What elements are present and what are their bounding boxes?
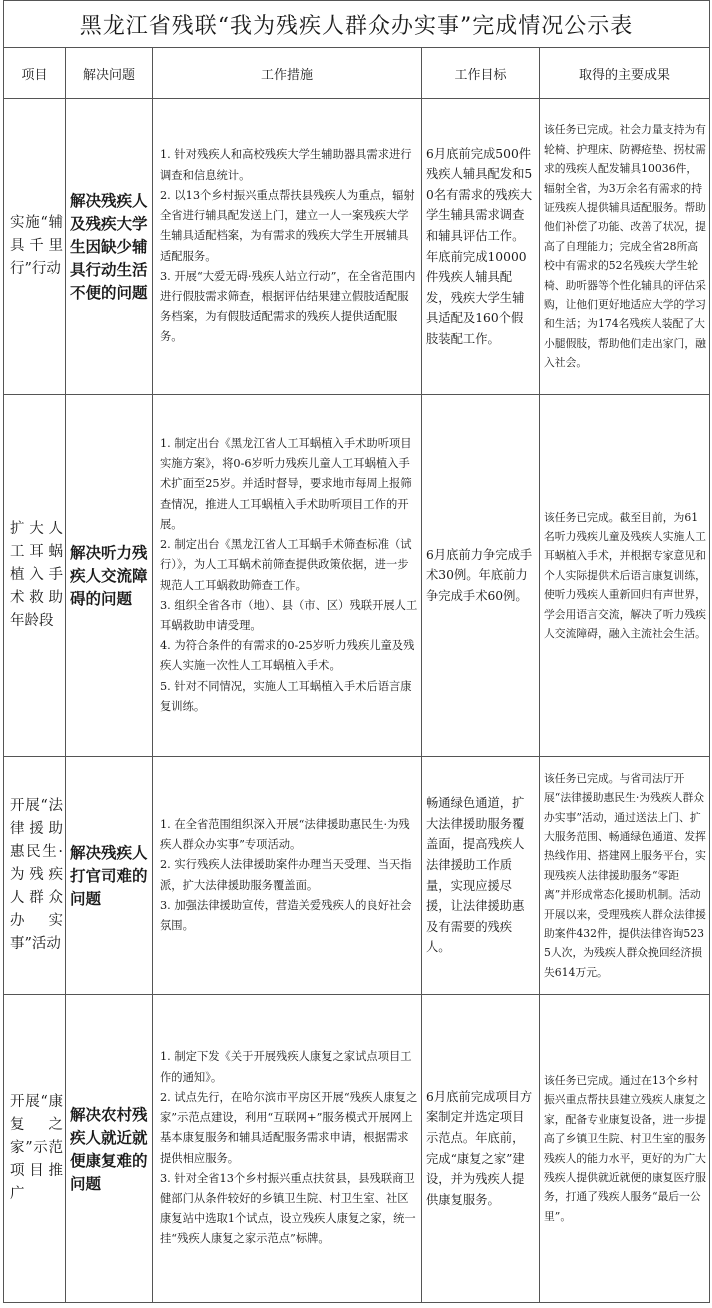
measure-item: 2. 试点先行，在哈尔滨市平房区开展“残疾人康复之家”示范点建设，利用“互联网+”服务模式开展网上基本康复服务和辅具适配服务需求申请，根据需求提供相应服务。 [160, 1090, 418, 1165]
header-measures: 工作措施 [153, 48, 422, 99]
row-problem: 解决农村残疾人就近就便康复难的问题 [66, 995, 153, 1303]
row-problem: 解决残疾人打官司难的问题 [66, 757, 153, 995]
measure-item: 3. 开展“大爱无碍·残疾人站立行动”，在全省范围内进行假肢需求筛查，根据评估结果建立假肢适配服务档案，为有假肢适配需求的残疾人提供适配服务。 [160, 269, 416, 344]
row-result: 该任务已完成。与省司法厅开展“法律援助惠民生·为残疾人群众办实事”活动，通过送法上门、扩大服务范围、畅通绿色通道、发挥热线作用、搭建网上服务平台，实现残疾人法律援助服务“零距离”并形成常态化援助机制。活动开展以来，受理残疾人群众法律援助案件432件，提供法律咨询5235人次，为残疾人群众挽回经济损失614万元。 [540, 757, 710, 995]
measure-item: 1. 针对残疾人和高校残疾大学生辅助器具需求进行调查和信息统计。 [160, 148, 412, 182]
publicity-table [3, 0, 710, 1303]
table-row [4, 99, 710, 395]
row-measures [153, 395, 422, 757]
header-problem: 解决问题 [66, 48, 153, 99]
row-measures [153, 995, 422, 1303]
row-problem: 解决残疾人及残疾大学生因缺少辅具行动生活不便的问题 [66, 99, 153, 395]
row-result: 该任务已完成。截至目前，为61名听力残疾儿童及残疾人实施人工耳蜗植入手术，并根据专家意见和个人实际提供术后语言康复训练，使听力残疾人重新回归有声世界，学会用语言交流，解决了听力残疾人交流障碍，融入主流社会生活。 [540, 395, 710, 757]
header-project: 项目 [4, 48, 66, 99]
header-result: 取得的主要成果 [540, 48, 710, 99]
row-problem: 解决听力残疾人交流障碍的问题 [66, 395, 153, 757]
row-result: 该任务已完成。社会力量支持为有轮椅、护理床、防褥疮垫、拐杖需求的残疾人配发辅具10036件，辐射全省，为3万余名有需求的持证残疾人提供辅具适配服务。帮助他们补偿了功能、改善了状况，提高了自理能力；完成全省28所高校中有需求的52名残疾大学生轮椅、助听器等个性化辅具的评估采购，让他们更好地适应大学的学习和生活；为174名残疾人装配了大小腿假肢，帮助他们走出家门，融入社会。 [540, 99, 710, 395]
measure-item: 2. 实行残疾人法律援助案件办理当天受理、当天指派，扩大法律援助服务覆盖面。 [160, 858, 412, 892]
measure-item: 3. 加强法律援助宣传，营造关爱残疾人的良好社会氛围。 [160, 898, 412, 932]
row-target: 6月底前完成项目方案制定并选定项目示范点。年底前，完成“康复之家”建设，并为残疾人提供康复服务。 [422, 995, 540, 1303]
header-target: 工作目标 [422, 48, 540, 99]
row-target: 6月底前力争完成手术30例。年底前力争完成手术60例。 [422, 395, 540, 757]
row-result: 该任务已完成。通过在13个乡村振兴重点帮扶县建立残疾人康复之家，配备专业康复设备，进一步提高了乡镇卫生院、村卫生室的服务残疾人的能力水平，更好的为广大残疾人提供就近就便的康复医疗服务，打通了残疾人服务“最后一公里”。 [540, 995, 710, 1303]
table-row [4, 995, 710, 1303]
measure-item: 4. 为符合条件的有需求的0-25岁听力残疾儿童及残疾人实施一次性人工耳蜗植入手术。 [160, 639, 415, 673]
row-project: 扩大人工耳蜗植入手术救助年龄段 [4, 395, 66, 757]
measure-item: 1. 制定下发《关于开展残疾人康复之家试点项目工作的通知》。 [160, 1050, 412, 1084]
row-project: 开展“康复之家”示范项目推广 [4, 995, 66, 1303]
measure-item: 3. 组织全省各市（地）、县（市、区）残联开展人工耳蜗救助申请受理。 [160, 598, 418, 632]
row-project: 开展“法律援助惠民生·为残疾人群众办实事”活动 [4, 757, 66, 995]
row-target: 畅通绿色通道，扩大法律援助服务覆盖面，提高残疾人法律援助工作质量，实现应援尽援，让法律援助惠及有需要的残疾人。 [422, 757, 540, 995]
measure-item: 1. 在全省范围组织深入开展“法律援助惠民生·为残疾人群众办实事”专项活动。 [160, 817, 410, 852]
measure-item: 2. 制定出台《黑龙江省人工耳蜗手术筛查标准（试行）》，为人工耳蜗术前筛查提供政策依据，进一步规范人工耳蜗救助筛查工作。 [160, 538, 412, 592]
row-measures [153, 757, 422, 995]
row-measures [153, 99, 422, 395]
table-row [4, 757, 710, 995]
row-target: 6月底前完成500件残疾人辅具配发和50名有需求的残疾大学生辅具需求调查和辅具评估工作。年底前完成10000件残疾人辅具配发，残疾大学生辅具适配及160个假肢装配工作。 [422, 99, 540, 395]
measure-item: 5. 针对不同情况，实施人工耳蜗植入手术后语言康复训练。 [160, 679, 412, 713]
row-project: 实施“辅具千里行”行动 [4, 99, 66, 395]
measure-item: 3. 针对全省13个乡村振兴重点扶贫县，县残联商卫健部门从条件较好的乡镇卫生院、村卫生室、社区康复站中选取1个试点，设立残疾人康复之家，统一挂“残疾人康复之家示范点”标牌。 [160, 1171, 416, 1246]
table-title: 黑龙江省残联“我为残疾人群众办实事”完成情况公示表 [4, 1, 710, 48]
measure-item: 2. 以13个乡村振兴重点帮扶县残疾人为重点，辐射全省进行辅具配发送上门，建立一人一案残疾大学生辅具适配档案，为有需求的残疾大学生开展辅具适配服务。 [160, 188, 415, 263]
measure-item: 1. 制定出台《黑龙江省人工耳蜗植入手术助听项目实施方案》，将0-6岁听力残疾儿童人工耳蜗植入手术扩面至25岁。并适时督导，要求地市每周上报筛查情况，推进人工耳蜗植入手术助听项目工作的开展。 [160, 437, 412, 531]
table-row [4, 395, 710, 757]
